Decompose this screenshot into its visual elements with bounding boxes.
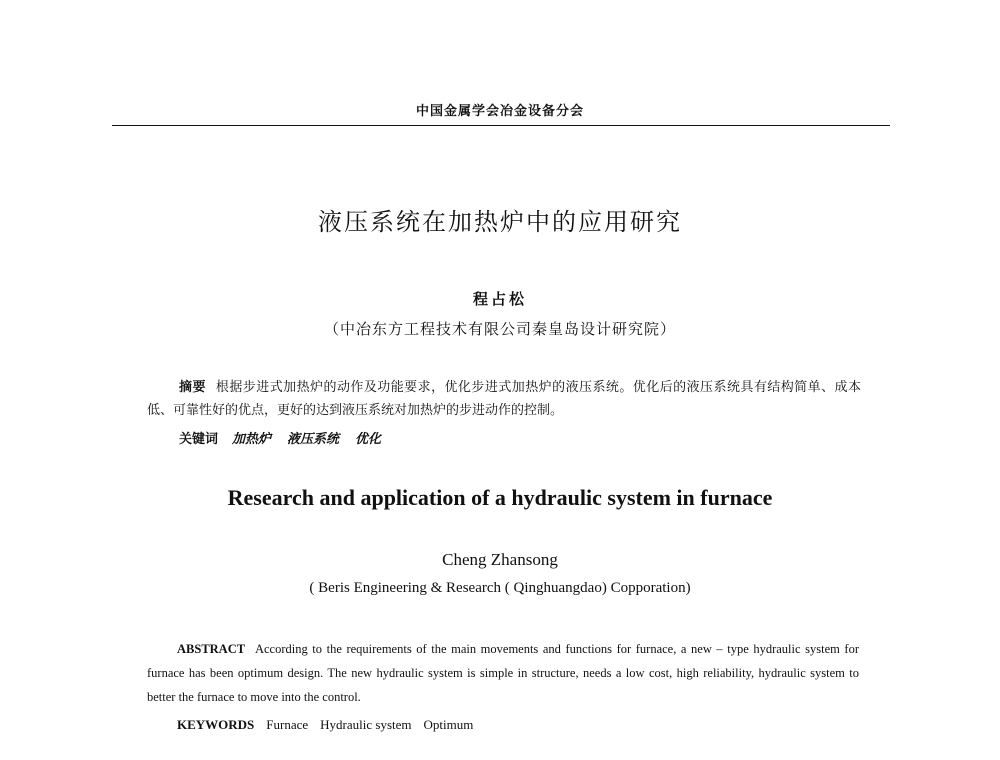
paper-title-en: Research and application of a hydraulic system in furnace — [227, 485, 773, 510]
keyword-en: Furnace — [266, 717, 309, 732]
keyword-cn: 加热炉 — [232, 432, 272, 447]
abstract-en-text: According to the requirements of the main movements and functions for furnace, a new – type hydraulic system for furnace has been optimum design. The new hydraulic system is simple in structure, needs a low cost, high reliability, hydraulic system to better the furnace to move into the control. — [147, 642, 859, 704]
abstract-en — [147, 637, 859, 709]
keywords-en — [177, 717, 485, 733]
keyword-cn: 优化 — [355, 432, 382, 447]
keywords-en-label: KEYWORDS — [177, 717, 255, 732]
keywords-cn-label: 关键词 — [179, 432, 219, 447]
abstract-cn — [147, 376, 861, 422]
abstract-cn-label: 摘要 — [179, 380, 206, 395]
author-en: Cheng Zhansong — [442, 550, 558, 569]
journal-header: 中国金属学会冶金设备分会 — [415, 104, 584, 119]
header-rule — [112, 125, 890, 126]
keyword-en: Optimum — [423, 717, 474, 732]
keyword-cn: 液压系统 — [287, 432, 340, 447]
abstract-en-label: ABSTRACT — [177, 642, 246, 656]
keywords-cn — [179, 428, 397, 447]
abstract-cn-text: 根据步进式加热炉的动作及功能要求，优化步进式加热炉的液压系统。优化后的液压系统具有结构简单、成本低、可靠性好的优点，更好的达到液压系统对加热炉的步进动作的控制。 — [147, 380, 861, 418]
keyword-en: Hydraulic system — [320, 717, 412, 732]
affiliation-en: ( Beris Engineering & Research ( Qinghuangdao) Copporation) — [309, 580, 691, 596]
author-cn: 程占松 — [472, 290, 527, 308]
affiliation-cn: （中冶东方工程技术有限公司秦皇岛设计研究院） — [323, 320, 676, 338]
paper-title-cn: 液压系统在加热炉中的应用研究 — [318, 208, 682, 236]
